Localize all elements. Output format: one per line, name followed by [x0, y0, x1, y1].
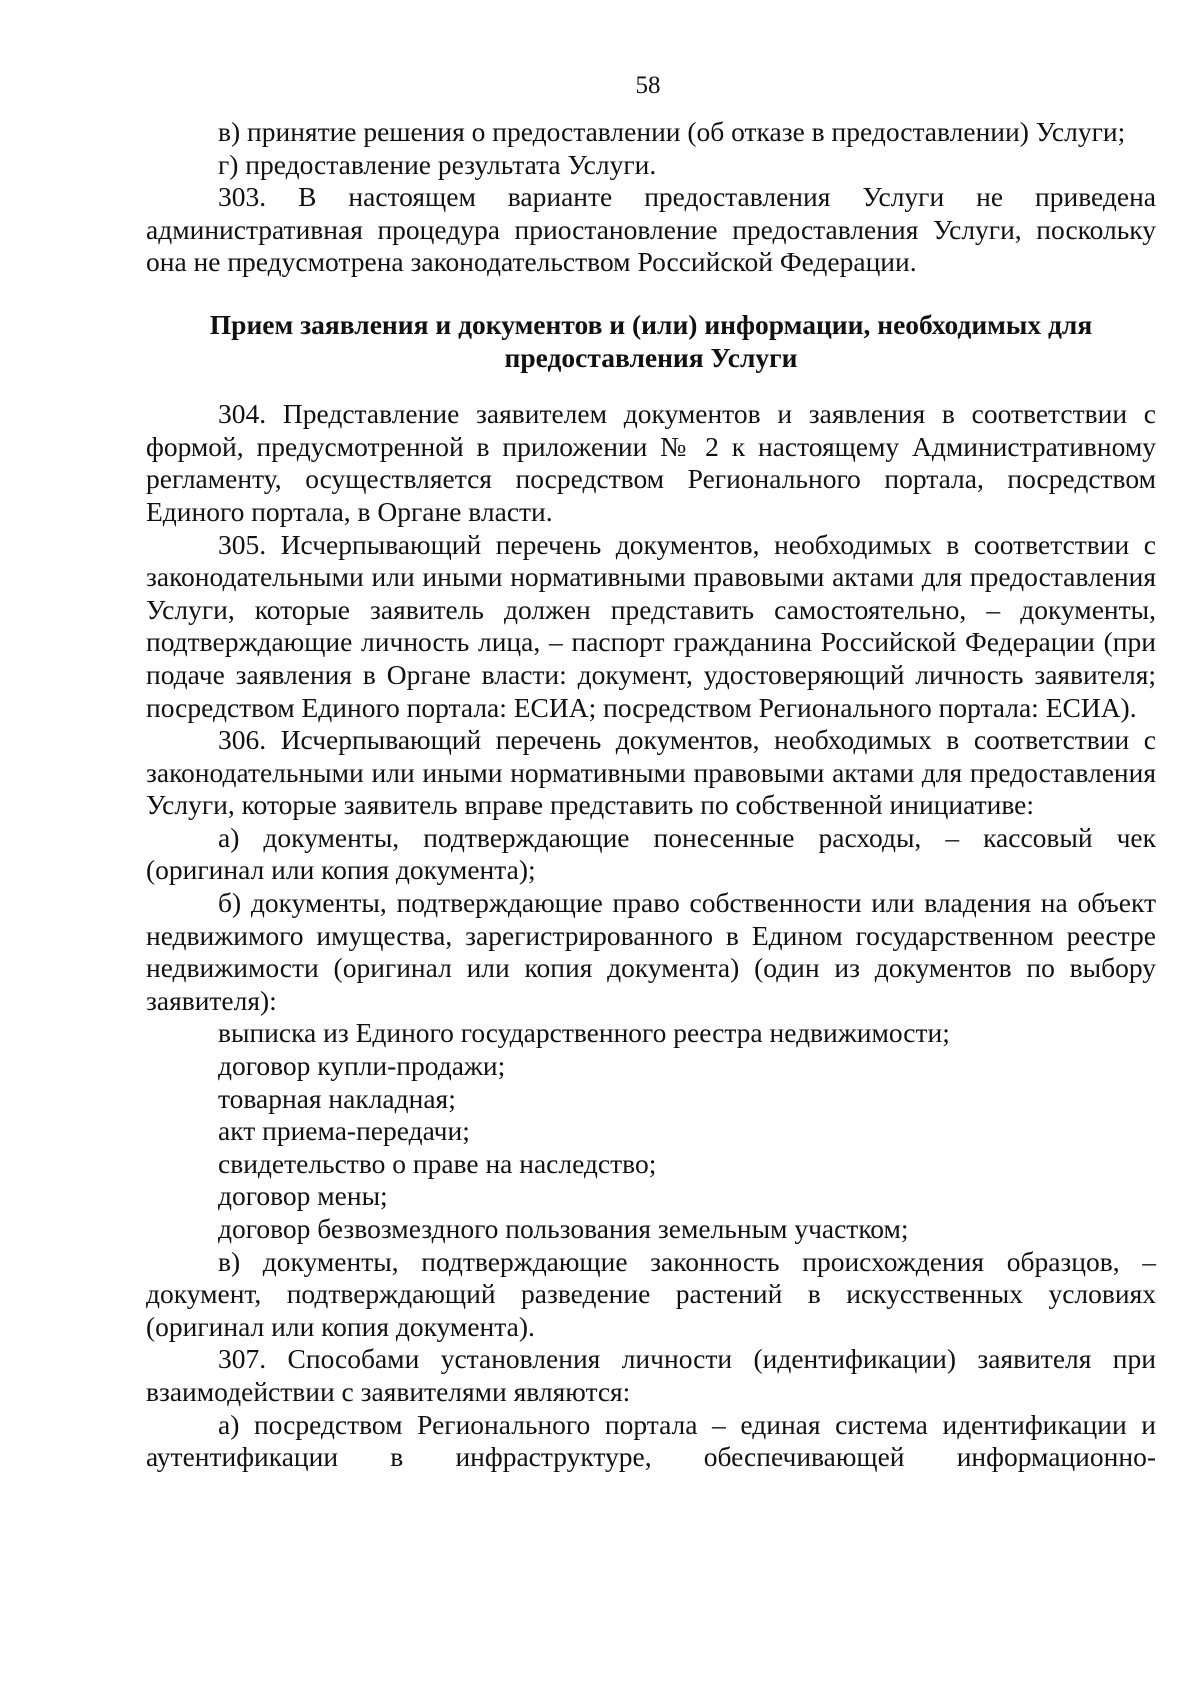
paragraph-302-v: в) принятие решения о предоставлении (об отказе в предоставлении) Услуги;: [218, 116, 1126, 147]
list-item: товарная накладная;: [218, 1082, 456, 1114]
document-body: [146, 116, 1156, 1474]
paragraph-302-g: г) предоставление результата Услуги.: [218, 148, 657, 180]
paragraph-303: 303. В настоящем варианте предоставления Услуги не приведена административная процедура приостановление предоставления Услуги, поскольку она не предусмотрена законодательством Российской Федерации.: [146, 181, 1156, 278]
paragraph-306: 306. Исчерпывающий перечень документов, необходимых в соответствии с законодательными или иными нормативными правовыми актами для предоставления Услуги, которые заявитель вправе представить по собственной инициативе:: [146, 724, 1156, 821]
list-item: выписка из Единого государственного реестра недвижимости;: [218, 1017, 950, 1049]
paragraph-306-a: а) документы, подтверждающие понесенные расходы, – кассовый чек (оригинал или копия документа);: [146, 821, 1156, 886]
list-item: договор мены;: [218, 1180, 388, 1212]
list-item: договор купли-продажи;: [218, 1050, 506, 1082]
list-item: акт приема-передачи;: [218, 1115, 470, 1147]
paragraph-305: 305. Исчерпывающий перечень документов, необходимых в соответствии с законодательными или иными нормативными правовыми актами для предоставления Услуги, которые заявитель должен представить самостоятельно, – документы, подтверждающие личность лица, – паспорт гражданина Российской Федерации (при подаче заявления в Органе власти: документ, удостоверяющий личность заявителя; посредством Единого портала: ЕСИА; посредством Регионального портала: ЕСИА).: [146, 528, 1156, 723]
paragraph-307-a: а) посредством Регионального портала – единая система идентификации и аутентификации в инфраструктуре, обеспечивающей информационно-: [146, 1408, 1156, 1473]
list-item: договор безвозмездного пользования земельным участком;: [218, 1213, 909, 1244]
paragraph-306-b: б) документы, подтверждающие право собственности или владения на объект недвижимого имущества, зарегистрированного в Едином государственном реестре недвижимости (оригинал или копия документа) (один из документов по выбору заявителя):: [146, 887, 1156, 1016]
paragraph-304: 304. Представление заявителем документов и заявления в соответствии с формой, предусмотренной в приложении № 2 к настоящему Административному регламенту, осуществляется посредством Регионального портала, посредством Единого портала, в Органе власти.: [146, 398, 1156, 527]
section-heading: Прием заявления и документов и (или) информации, необходимых для предоставления Услуги: [209, 308, 1093, 373]
page-number: 58: [635, 72, 661, 99]
paragraph-307: 307. Способами установления личности (идентификации) заявителя при взаимодействии с заявителями являются:: [146, 1343, 1156, 1407]
list-item: свидетельство о праве на наследство;: [218, 1147, 657, 1179]
paragraph-306-v: в) документы, подтверждающие законность происхождения образцов, – документ, подтверждающий разведение растений в искусственных условиях (оригинал или копия документа).: [146, 1245, 1156, 1342]
